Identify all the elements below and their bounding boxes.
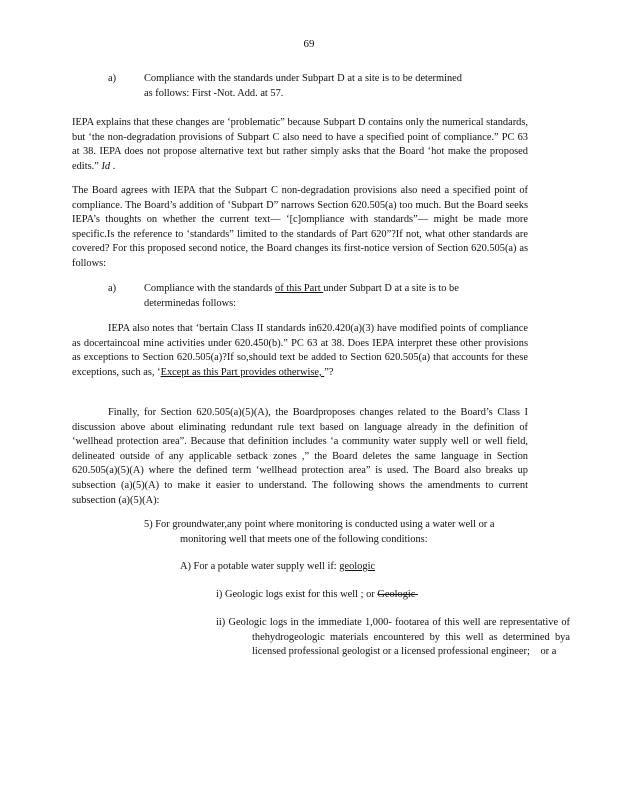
inserted-text: geologic [339,561,376,572]
rule-item [216,588,516,603]
item-label: a) [108,283,117,294]
rule-text: A) For a potable water supply well if: [180,561,340,572]
item-text [144,282,500,311]
item-text-before: Compliance with the standards [144,283,276,294]
paragraph-text: IEPA also notes that ‘bertain Class II standards in620.420(a)(3) have modified points of compliance as docertaincoal mine activities under 620.450(b).” PC 63 at 38. Does IEPA interpret these other provisions as exceptions to Section 620.505(a)?If so,should text be added to Section 620.505(a) that accounts for these exceptions, such as, ‘ [72,323,528,378]
paragraph-end: ”? [324,366,334,378]
rule-item: 5) For groundwater,any point where monitoring is conducted using a water well or a monitoring well that meets one of the following conditions: [144,519,495,545]
item-text: Compliance with the standards under Subpart D at a site is to be determined as follows: First -Not. Add. at 57. [144,73,462,99]
deleted-text: Geologic [377,589,416,600]
rule-item [216,616,570,660]
rule-text: i) Geologic logs exist for this well ; or [216,589,378,600]
inserted-text: of this Part [275,283,324,294]
deleted-text-tail [415,588,443,603]
paragraph: The Board agrees with IEPA that the Subpart C non-degradation provisions also need a specified point of compliance. The Board’s addition of ‘Subpart D” narrows Section 620.505(a) too much. But the Board seeks IEPA’s thoughts on whether the current text— ‘[c]ompliance with standards”— might be made more specific.Is the reference to ‘standards” limited to the standards of Part 620”?If not, what other standards are covered? For this proposed second notice, the Board changes its first-notice version of Section 620.505(a) as follows: [72,185,528,269]
paragraph-end: . [112,160,116,172]
rule-text-tail: or a [540,646,557,658]
page-number: 69 [303,38,315,50]
rule-text: ii) Geologic logs in the immediate 1,000- footarea of this well are representative of thehydrogeologic materials encountered by this well as determined bya licensed professional geologist or a licensed professional engineer; [216,617,570,658]
paragraph [72,116,528,174]
item-text-after: under Subpart D at a site is to be determinedas follows: [144,283,459,309]
paragraph-text: IEPA explains that these changes are ‘problematic” because Subpart D contains only the numerical standards, but ‘the non-degradation provisions of Subpart C also need to have a specified point of compliance.” PC 63 at 38. IEPA does not propose alternative text but rather simply asks that the Board ‘hot make the proposed edits.” [72,117,528,172]
item-label: a) [108,73,117,84]
rule-item [180,560,480,575]
inserted-text: Except as this Part provides otherwise, [160,366,325,378]
paragraph: Finally, for Section 620.505(a)(5)(A), the Boardproposes changes related to the Board’s Class I discussion above about eliminating redundant rule text based on language already in the definition of ‘wellhead protection area”. Because that definition includes ‘a community water supply well or well field, delineated outside of any applicable setback zones ,” the Board deletes the same language in Section 620.505(a)(5)(A) where the defined term ‘wellhead protection area” is used. The Board also breaks up subsection (a)(5)(A) to make it easier to understand. The following shows the amendments to current subsection (a)(5)(A): [72,407,528,506]
citation: Id [101,160,111,172]
paragraph [72,322,528,380]
